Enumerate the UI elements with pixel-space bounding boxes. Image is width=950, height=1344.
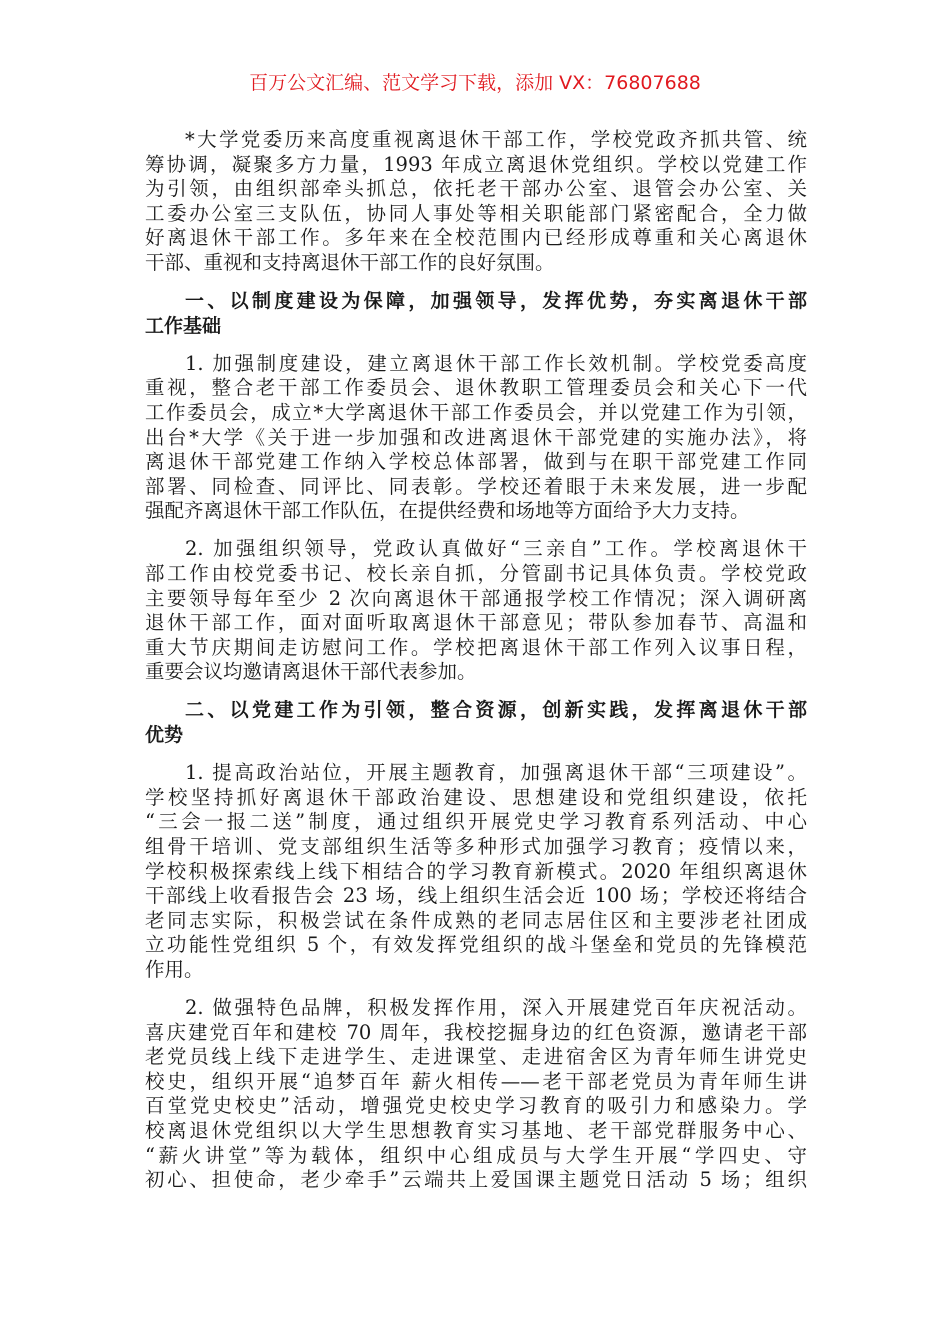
text-line: 出台*大学《关于进一步加强和改进离退休干部党建的实施办法》，将 (145, 425, 807, 449)
text-line: 1. 加强制度建设，建立离退休干部工作长效机制。学校党委高度 (185, 351, 807, 375)
text-line: 百堂党史校史”活动，增强党史校史学习教育的吸引力和感染力。学 (145, 1094, 807, 1118)
text-line: 退休干部工作，面对面听取离退休干部意见；带队参加春节、高温和 (145, 611, 807, 635)
text-line: 工作委员会，成立*大学离退休干部工作委员会，并以党建工作为引领， (145, 400, 807, 424)
text-line: 1. 提高政治站位，开展主题教育，加强离退休干部“三项建设”。 (185, 761, 807, 785)
text-line: 喜庆建党百年和建校 70 周年，我校挖掘身边的红色资源，邀请老干部 (145, 1020, 807, 1044)
text-line: 优势 (145, 724, 184, 747)
body-paragraph (145, 537, 807, 685)
text-line: 重视，整合老干部工作委员会、退休教职工管理委员会和关心下一代 (145, 376, 807, 400)
text-line: “薪火讲堂”等为载体，组织中心组成员与大学生开展“学四史、守 (145, 1143, 807, 1167)
body-paragraph (145, 996, 807, 1193)
body-paragraph (145, 128, 807, 276)
section-heading (145, 289, 807, 338)
text-line: 筹协调，凝聚多方力量，1993 年成立离退休党组织。学校以党建工作 (145, 152, 807, 176)
text-line: 离退休干部党建工作纳入学校总体部署，做到与在职干部党建工作同 (145, 450, 807, 474)
text-line: 组骨干培训、党支部组织生活等多种形式加强学习教育；疫情以来， (145, 834, 807, 858)
text-line: 好离退休干部工作。多年来在全校范围内已经形成尊重和关心离退休 (145, 226, 807, 250)
text-line: 重要会议均邀请离退休干部代表参加。 (145, 660, 477, 684)
text-line: *大学党委历来高度重视离退休干部工作，学校党政齐抓共管、统 (185, 128, 807, 151)
text-line: 二、以党建工作为引领，整合资源，创新实践，发挥离退休干部 (185, 699, 807, 722)
text-line: 初心、担使命，老少牵手”云端共上爱国课主题党日活动 5 场；组织 (145, 1168, 807, 1192)
text-line: 作用。 (145, 957, 204, 981)
text-line: 学校坚持抓好离退休干部政治建设、思想建设和党组织建设，依托 (145, 785, 807, 809)
text-line: 学校积极探索线上线下相结合的学习教育新模式。2020 年组织离退休 (145, 859, 807, 883)
text-line: 工作基础 (145, 314, 222, 337)
text-line: 为引领，由组织部牵头抓总，依托老干部办公室、退管会办公室、关 (145, 177, 807, 201)
download-banner: 百万公文汇编、范文学习下载，添加 VX：76807688 (249, 72, 701, 94)
text-line: 强配齐离退休干部工作队伍，在提供经费和场地等方面给予大力支持。 (145, 499, 750, 523)
document-body (145, 128, 807, 1206)
text-line: 2. 做强特色品牌，积极发挥作用，深入开展建党百年庆祝活动。 (185, 996, 807, 1019)
text-line: “三会一报二送”制度，通过组织开展党史学习教育系列活动、中心 (145, 810, 807, 834)
text-line: 工委办公室三支队伍，协同人事处等相关职能部门紧密配合，全力做 (145, 201, 807, 225)
text-line: 老党员线上线下走进学生、走进课堂、走进宿舍区为青年师生讲党史 (145, 1045, 807, 1069)
text-line: 干部线上收看报告会 23 场，线上组织生活会近 100 场；学校还将结合 (145, 884, 807, 908)
text-line: 校史，组织开展“追梦百年 薪火相传——老干部老党员为青年师生讲 (145, 1069, 807, 1093)
text-line: 2. 加强组织领导，党政认真做好“三亲自”工作。学校离退休干 (185, 537, 807, 561)
text-line: 一、以制度建设为保障，加强领导，发挥优势，夯实离退休干部 (185, 290, 807, 313)
body-paragraph (145, 352, 807, 524)
text-line: 立功能性党组织 5 个，有效发挥党组织的战斗堡垒和党员的先锋模范 (145, 933, 807, 957)
text-line: 部署、同检查、同评比、同表彰。学校还着眼于未来发展，进一步配 (145, 474, 807, 498)
section-heading (145, 698, 807, 747)
body-paragraph (145, 761, 807, 982)
text-line: 干部、重视和支持离退休干部工作的良好氛围。 (145, 250, 555, 274)
text-line: 老同志实际，积极尝试在条件成熟的老同志居住区和主要涉老社团成 (145, 908, 807, 932)
text-line: 主要领导每年至少 2 次向离退休干部通报学校工作情况；深入调研离 (145, 586, 807, 610)
text-line: 校离退休党组织以大学生思想教育实习基地、老干部党群服务中心、 (145, 1118, 807, 1142)
text-line: 重大节庆期间走访慰问工作。学校把离退休干部工作列入议事日程， (145, 635, 807, 659)
text-line: 部工作由校党委书记、校长亲自抓，分管副书记具体负责。学校党政 (145, 562, 807, 585)
